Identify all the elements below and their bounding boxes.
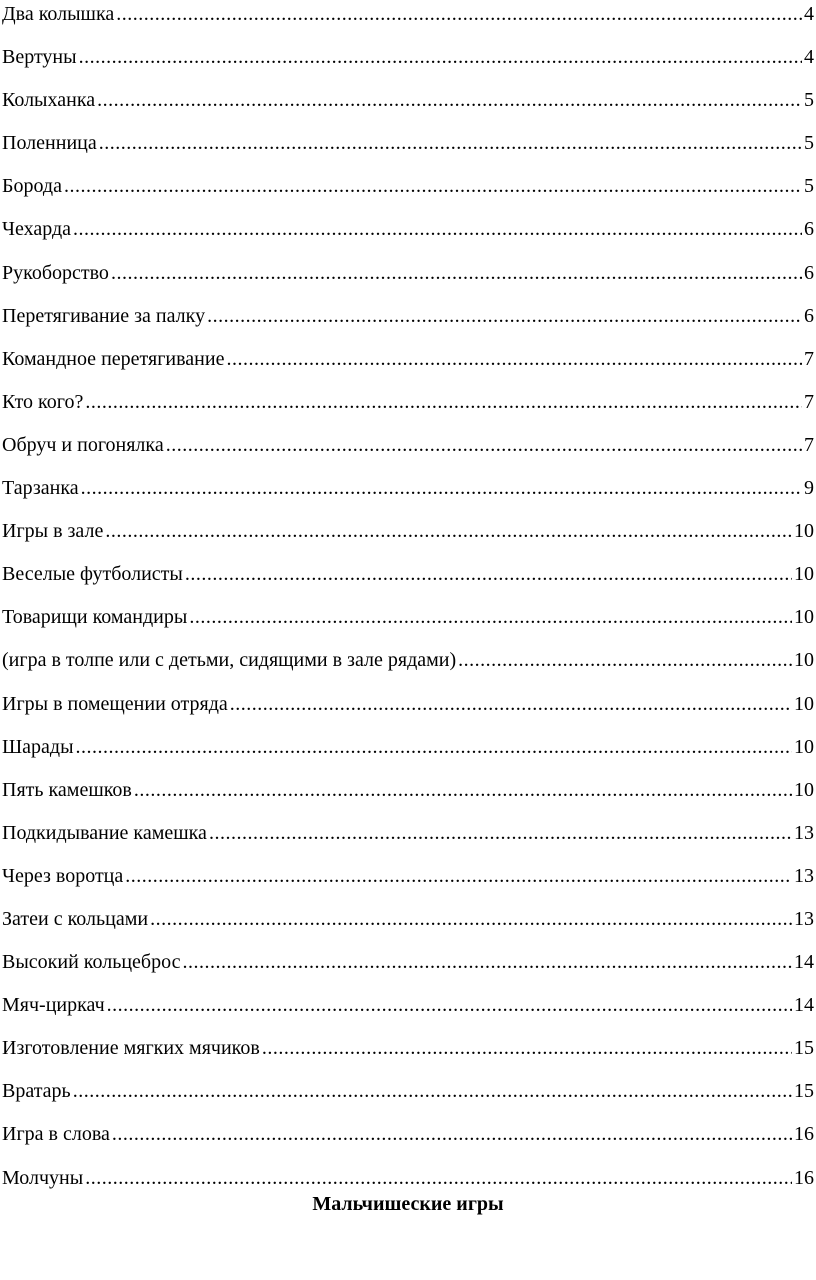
toc-entry[interactable]: [2, 431, 814, 474]
toc-entry[interactable]: [2, 776, 814, 819]
toc-entry-title: Вратарь: [2, 1080, 71, 1103]
toc-entry[interactable]: [2, 1034, 814, 1077]
toc-entry[interactable]: [2, 302, 814, 345]
toc-entry-page: 5: [804, 175, 814, 198]
toc-entry-title: Обруч и погонялка: [2, 433, 164, 456]
dot-leader: [230, 694, 792, 714]
toc-entry[interactable]: [2, 690, 814, 733]
toc-entry-page: 7: [804, 347, 814, 370]
table-of-contents: [2, 0, 814, 1207]
toc-entry-title: Тарзанка: [2, 477, 79, 500]
toc-entry[interactable]: [2, 1120, 814, 1163]
dot-leader: [85, 1168, 792, 1188]
toc-entry[interactable]: [2, 388, 814, 431]
toc-entry-title: Через воротца: [2, 864, 124, 887]
toc-entry-page: 10: [794, 735, 814, 758]
toc-entry-page: 16: [794, 1123, 814, 1146]
toc-entry-page: 15: [794, 1080, 814, 1103]
dot-leader: [105, 521, 792, 541]
toc-entry[interactable]: [2, 43, 814, 86]
toc-entry-page: 15: [794, 1037, 814, 1060]
dot-leader: [209, 823, 792, 843]
toc-entry[interactable]: [2, 474, 814, 517]
toc-entry-title: Кто кого?: [2, 390, 84, 413]
toc-entry[interactable]: [2, 733, 814, 776]
toc-entry[interactable]: [2, 172, 814, 215]
dot-leader: [262, 1038, 792, 1058]
dot-leader: [81, 478, 802, 498]
dot-leader: [85, 392, 802, 412]
toc-entry[interactable]: [2, 259, 814, 302]
toc-entry-page: 10: [794, 606, 814, 629]
toc-entry-page: 13: [794, 864, 814, 887]
dot-leader: [112, 1124, 792, 1144]
toc-entry-page: 7: [804, 433, 814, 456]
toc-entry[interactable]: [2, 215, 814, 258]
toc-entry-title: Пять камешков: [2, 778, 132, 801]
dot-leader: [182, 952, 792, 972]
toc-entry-page: 14: [794, 951, 814, 974]
toc-entry-page: 4: [804, 3, 814, 25]
toc-entry[interactable]: [2, 948, 814, 991]
toc-entry-page: 10: [794, 778, 814, 801]
toc-entry-page: 14: [794, 994, 814, 1017]
toc-entry-page: 16: [794, 1166, 814, 1189]
dot-leader: [166, 435, 802, 455]
toc-entry[interactable]: [2, 129, 814, 172]
dot-leader: [76, 737, 792, 757]
toc-entry-page: 5: [804, 89, 814, 112]
dot-leader: [107, 995, 792, 1015]
toc-entry-page: 10: [794, 520, 814, 543]
toc-entry-page: 5: [804, 132, 814, 155]
toc-entry-title: Изготовление мягких мячиков: [2, 1037, 260, 1060]
toc-entry-page: 13: [794, 821, 814, 844]
dot-leader: [99, 133, 802, 153]
toc-entry-page: 10: [794, 563, 814, 586]
dot-leader: [73, 219, 802, 239]
toc-entry-page: 9: [804, 477, 814, 500]
toc-entry-page: 10: [794, 649, 814, 672]
dot-leader: [185, 564, 792, 584]
toc-entry-title: Игра в слова: [2, 1123, 110, 1146]
dot-leader: [97, 90, 802, 110]
toc-entry-page: 4: [804, 46, 814, 69]
toc-entry-page: 6: [804, 304, 814, 327]
toc-entry-title: Подкидывание камешка: [2, 821, 207, 844]
toc-entry[interactable]: [2, 819, 814, 862]
toc-entry-title: Затеи с кольцами: [2, 907, 149, 930]
toc-entry-title: Чехарда: [2, 218, 72, 241]
toc-entry-page: 13: [794, 907, 814, 930]
dot-leader: [134, 780, 792, 800]
toc-entry[interactable]: [2, 1077, 814, 1120]
toc-entry-title: Два колышка: [2, 3, 115, 25]
toc-entry-title: Колыханка: [2, 89, 96, 112]
toc-entry-title: Товарищи командиры: [2, 606, 188, 629]
dot-leader: [125, 866, 792, 886]
toc-entry-title: Рукоборство: [2, 261, 109, 284]
dot-leader: [73, 1081, 792, 1101]
toc-entry-page: 10: [794, 692, 814, 715]
toc-entry-title: Борода: [2, 175, 62, 198]
toc-entry[interactable]: [2, 0, 814, 43]
toc-entry-title: Игры в помещении отряда: [2, 692, 228, 715]
toc-entry[interactable]: [2, 862, 814, 905]
toc-entry-title: Веселые футболисты: [2, 563, 183, 586]
toc-entry[interactable]: [2, 560, 814, 603]
dot-leader: [207, 306, 802, 326]
section-heading: Мальчишеские игры: [312, 1193, 504, 1215]
dot-leader: [116, 4, 802, 24]
dot-leader: [64, 176, 802, 196]
toc-entry-title: Поленница: [2, 132, 97, 155]
toc-entry-title: Игры в зале: [2, 520, 104, 543]
toc-entry[interactable]: [2, 646, 814, 689]
toc-entry[interactable]: [2, 905, 814, 948]
toc-entry[interactable]: [2, 86, 814, 129]
toc-entry-title: Командное перетягивание: [2, 347, 225, 370]
toc-entry[interactable]: [2, 603, 814, 646]
dot-leader: [226, 349, 802, 369]
dot-leader: [458, 650, 792, 670]
toc-entry-title: Вертуны: [2, 46, 77, 69]
toc-entry-page: 6: [804, 261, 814, 284]
dot-leader: [111, 263, 802, 283]
dot-leader: [189, 607, 792, 627]
toc-entry-title: Мяч-циркач: [2, 994, 105, 1017]
toc-entry[interactable]: [2, 991, 814, 1034]
toc-entry-page: 7: [804, 390, 814, 413]
toc-entry-title: Молчуны: [2, 1166, 84, 1189]
toc-entry-title: Высокий кольцеброс: [2, 951, 181, 974]
toc-entry-page: 6: [804, 218, 814, 241]
dot-leader: [79, 47, 802, 67]
dot-leader: [150, 909, 792, 929]
toc-entry-title: Шарады: [2, 735, 74, 758]
toc-entry[interactable]: [2, 517, 814, 560]
toc-entry-title: (игра в толпе или с детьми, сидящими в зале рядами): [2, 649, 457, 672]
toc-entry[interactable]: [2, 345, 814, 388]
toc-entry-title: Перетягивание за палку: [2, 304, 206, 327]
